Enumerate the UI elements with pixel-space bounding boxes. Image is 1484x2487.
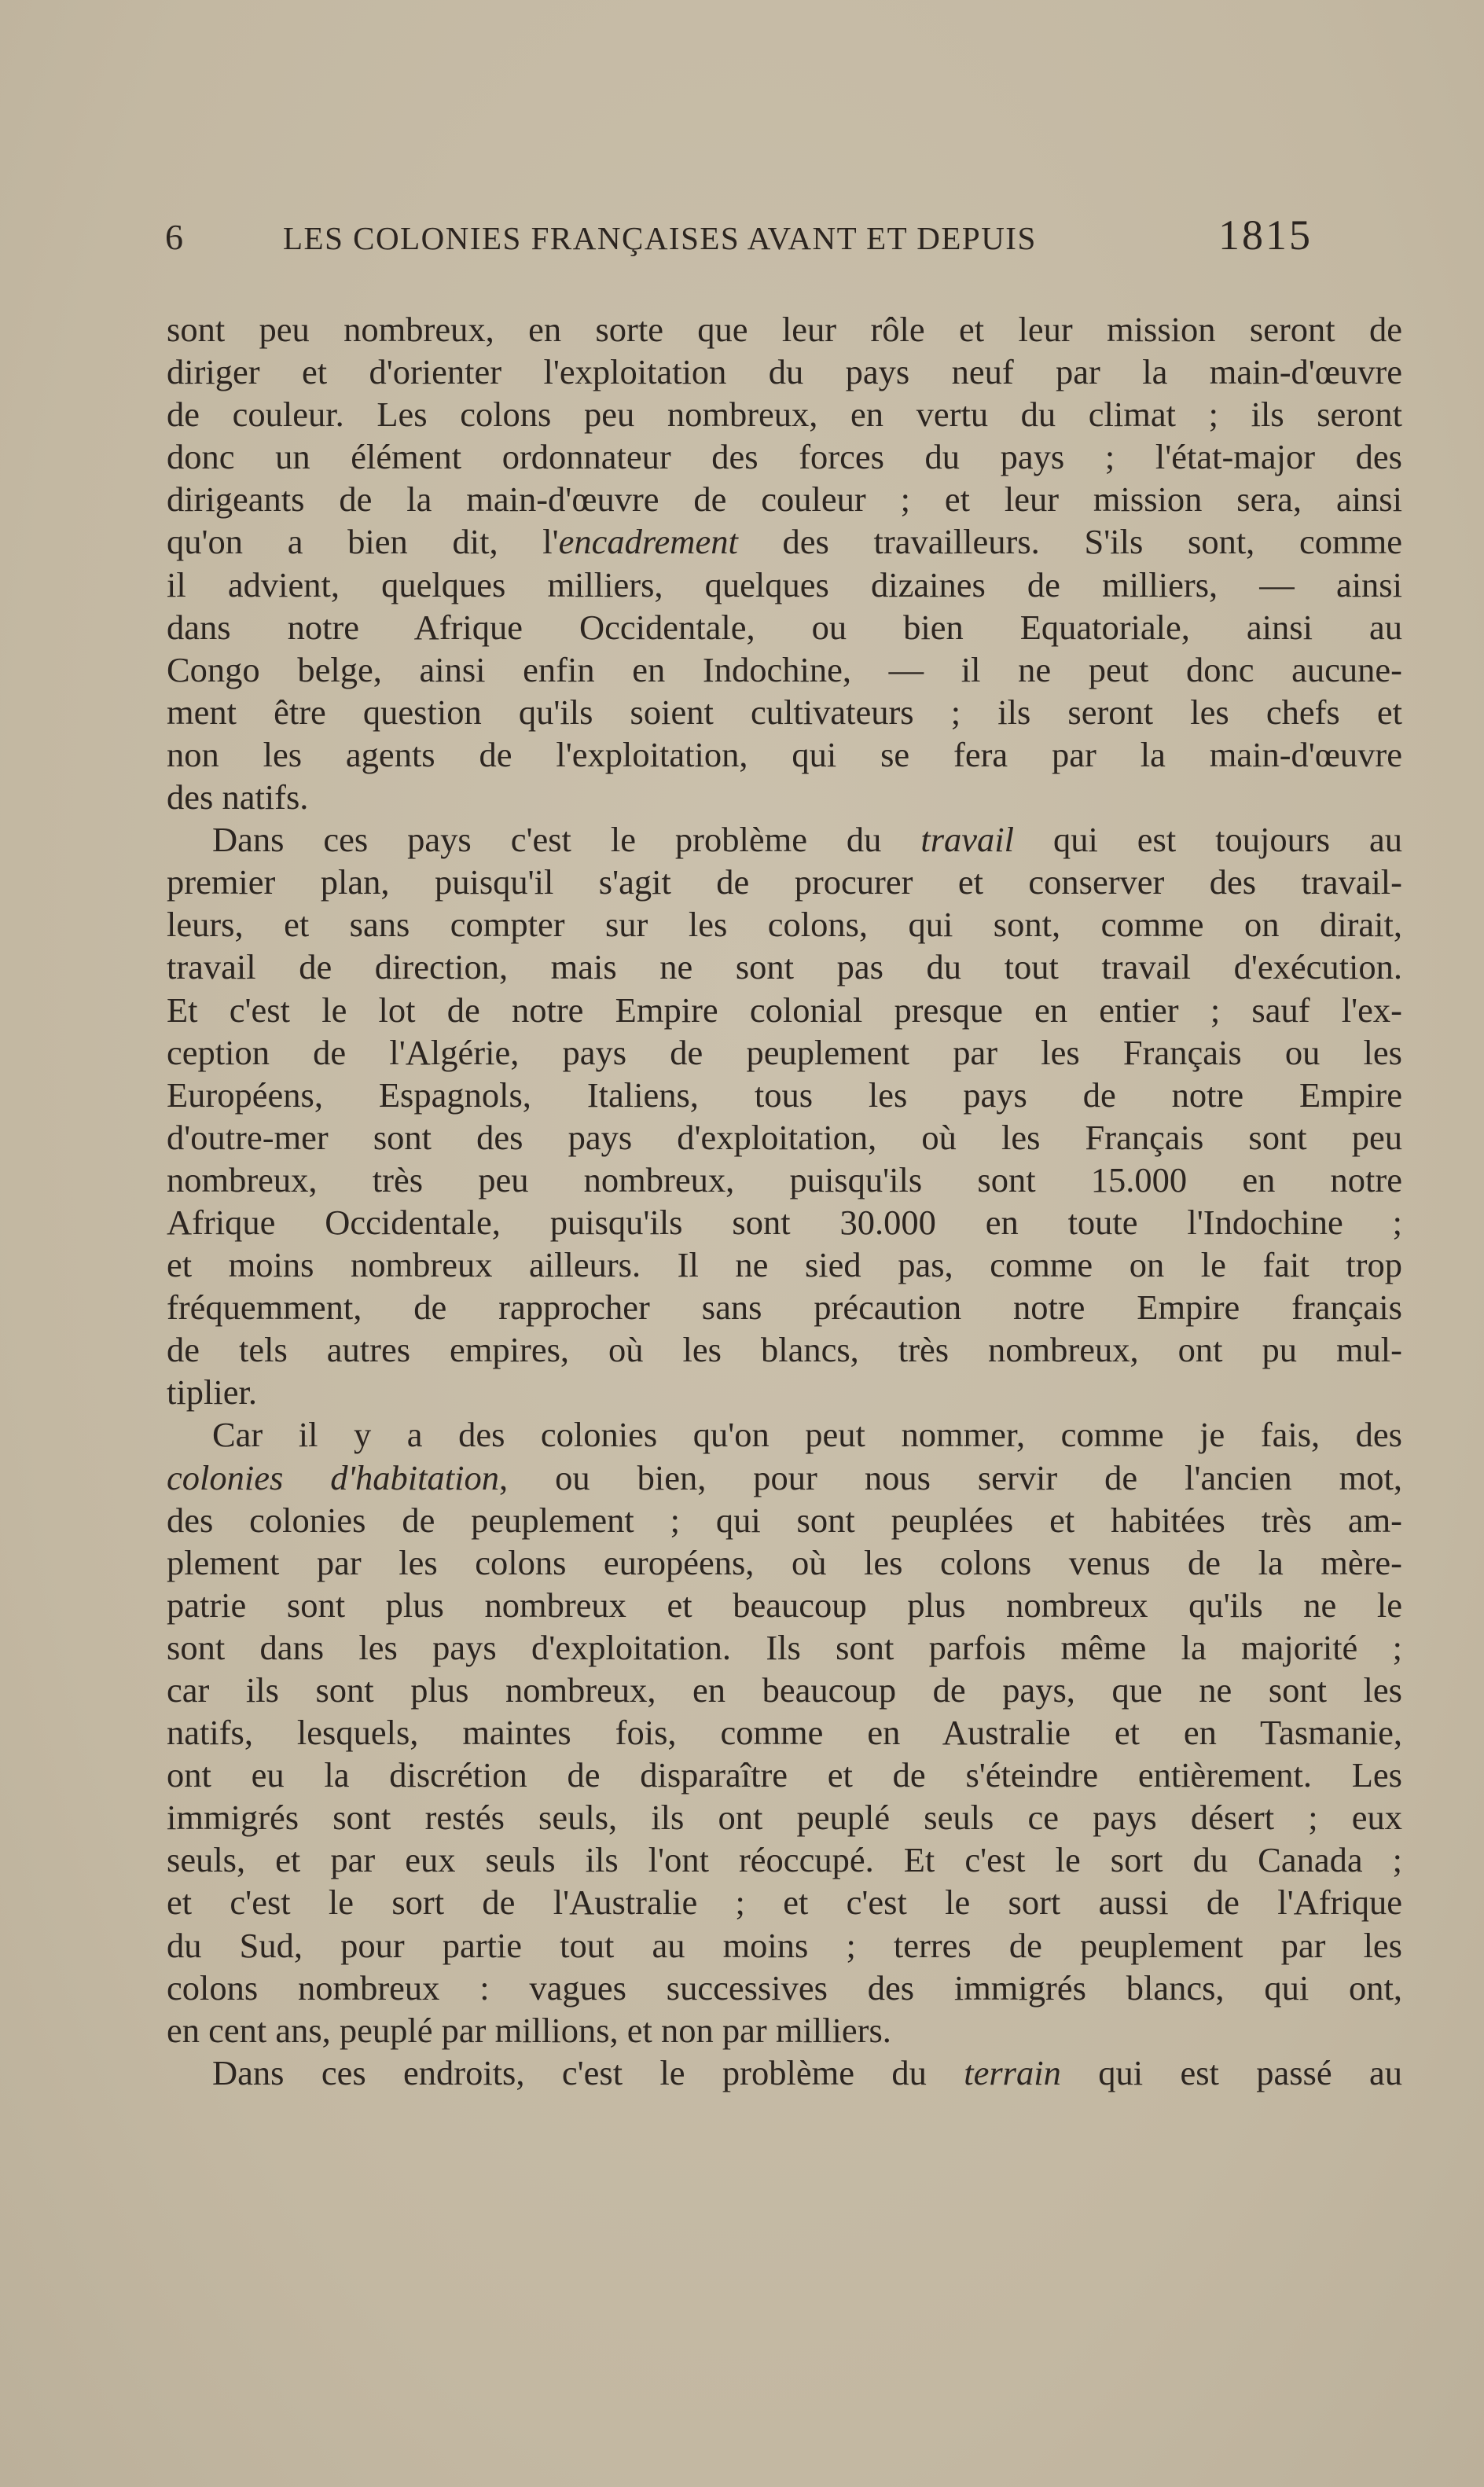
body-text (167, 308, 1402, 2094)
text-line (167, 818, 1402, 861)
text-line: ment être question qu'ils soient cultivateurs ; ils seront les chefs et (167, 692, 1402, 732)
text-line: natifs, lesquels, maintes fois, comme en Australie et en Tasmanie, (167, 1713, 1402, 1753)
text-segment: , ou bien, pour nous servir de l'ancien mot, (499, 1457, 1402, 1497)
text-line: car ils sont plus nombreux, en beaucoup de pays, que ne sont les (167, 1670, 1402, 1710)
italic-term: travail (920, 820, 1015, 860)
text-line: sont peu nombreux, en sorte que leur rôle et leur mission seront de (167, 310, 1402, 349)
text-line: du Sud, pour partie tout au moins ; terres de peuplement par les (167, 1925, 1402, 1965)
text-segment: qui est toujours au (1014, 820, 1402, 860)
text-line: non les agents de l'exploitation, qui se fera par la main-d'œuvre (167, 734, 1402, 774)
text-line: de tels autres empires, où les blancs, très nombreux, ont pu mul- (167, 1330, 1402, 1370)
running-head (165, 211, 1313, 266)
page-number: 6 (165, 217, 185, 257)
text-segment: Dans ces pays c'est le problème du (212, 820, 921, 860)
text-line (167, 520, 1402, 563)
text-line: Et c'est le lot de notre Empire colonial presque en entier ; sauf l'ex- (167, 990, 1402, 1030)
text-line: et moins nombreux ailleurs. Il ne sied pas, comme on le fait trop (167, 1245, 1402, 1285)
text-line: dirigeants de la main-d'œuvre de couleur ; et leur mission sera, ainsi (167, 479, 1402, 520)
text-line: des natifs. (167, 777, 309, 817)
italic-term: encadrement (558, 522, 738, 562)
text-segment: Dans ces endroits, c'est le problème du (212, 2052, 964, 2092)
text-line: immigrés sont restés seuls, ils ont peuplé seuls ce pays désert ; eux (167, 1798, 1402, 1838)
text-line: sont dans les pays d'exploitation. Ils sont parfois même la majorité ; (167, 1627, 1402, 1667)
text-line: nombreux, très peu nombreux, puisqu'ils sont 15.000 en notre (167, 1159, 1402, 1199)
text-line: dans notre Afrique Occidentale, ou bien Equatoriale, ainsi au (167, 607, 1402, 647)
text-segment: des travailleurs. S'ils sont, comme (737, 522, 1402, 562)
text-line: de couleur. Les colons peu nombreux, en vertu du climat ; ils seront (167, 395, 1402, 435)
text-line: patrie sont plus nombreux et beaucoup plus nombreux qu'ils ne le (167, 1585, 1402, 1625)
text-line: plement par les colons européens, où les colons venus de la mère- (167, 1542, 1402, 1582)
text-line: fréquemment, de rapprocher sans précaution notre Empire français (167, 1288, 1402, 1328)
text-line: et c'est le sort de l'Australie ; et c'est le sort aussi de l'Afrique (167, 1883, 1402, 1923)
text-line: ont eu la discrétion de disparaître et de s'éteindre entièrement. Les (167, 1755, 1402, 1795)
text-line: tiplier. (167, 1372, 257, 1412)
text-line: Car il y a des colonies qu'on peut nommer, comme je fais, des (212, 1415, 1402, 1455)
text-line: diriger et d'orienter l'exploitation du pays neuf par la main-d'œuvre (167, 352, 1402, 392)
text-line: Afrique Occidentale, puisqu'ils sont 30.000 en toute l'Indochine ; (167, 1202, 1402, 1242)
text-line: donc un élément ordonnateur des forces du pays ; l'état-major des (167, 437, 1402, 477)
text-line: leurs, et sans compter sur les colons, qui sont, comme on dirait, (167, 905, 1402, 945)
text-line: seuls, et par eux seuls ils l'ont réoccupé. Et c'est le sort du Canada ; (167, 1840, 1402, 1880)
text-line: premier plan, puisqu'il s'agit de procurer et conserver des travail- (167, 862, 1402, 902)
text-line: colons nombreux : vagues successives des immigrés blancs, qui ont, (167, 1967, 1402, 2008)
text-line (167, 1457, 1402, 1499)
text-line: Européens, Espagnols, Italiens, tous les pays de notre Empire (167, 1075, 1402, 1115)
text-line: il advient, quelques milliers, quelques dizaines de milliers, — ainsi (167, 564, 1402, 604)
text-line: ception de l'Algérie, pays de peuplement par les Français ou les (167, 1032, 1402, 1072)
text-line (167, 2052, 1402, 2094)
text-line: travail de direction, mais ne sont pas du tout travail d'exécution. (167, 947, 1402, 987)
running-head-title: LES COLONIES FRANÇAISES AVANT ET DEPUIS (283, 220, 1037, 256)
text-line: des colonies de peuplement ; qui sont peuplées et habitées très am- (167, 1500, 1402, 1540)
text-line: Congo belge, ainsi enfin en Indochine, — il ne peut donc aucune- (167, 649, 1402, 689)
text-segment: qui est passé au (1060, 2052, 1402, 2092)
italic-term: terrain (964, 2052, 1061, 2092)
text-segment: qu'on a bien dit, l' (167, 522, 559, 562)
italic-term: colonies d'habitation (167, 1457, 499, 1497)
text-line: d'outre-mer sont des pays d'exploitation, où les Français sont peu (167, 1117, 1402, 1157)
text-line: en cent ans, peuplé par millions, et non par milliers. (167, 2010, 891, 2050)
running-head-year: 1815 (1218, 211, 1313, 259)
